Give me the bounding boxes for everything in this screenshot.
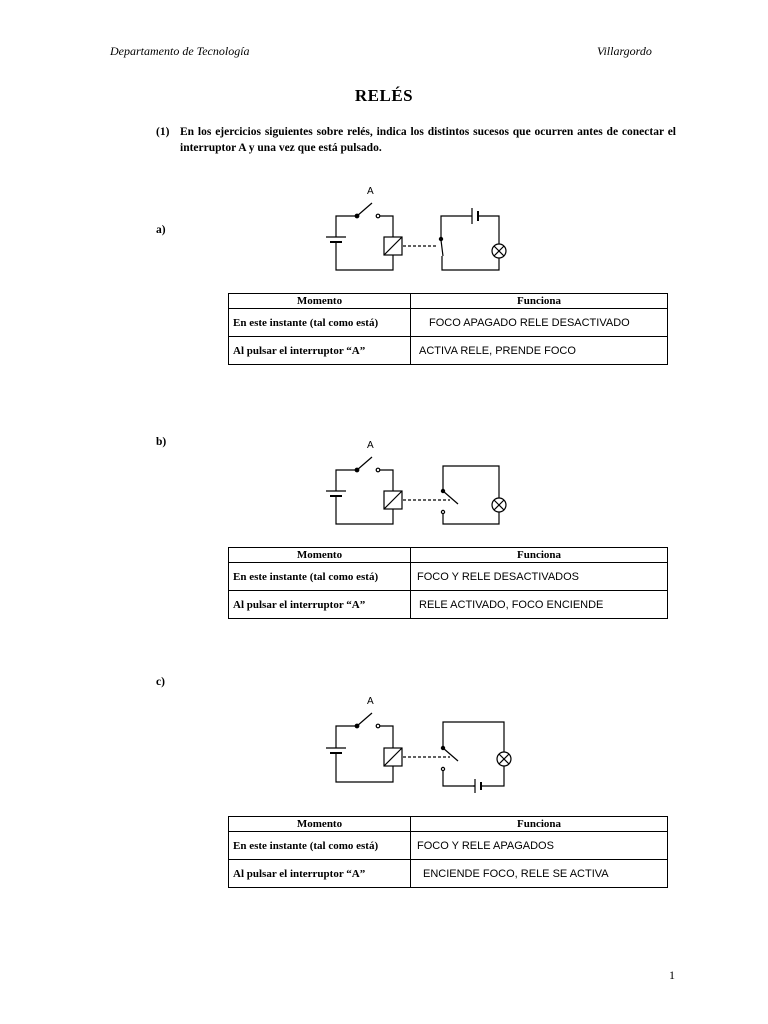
table-row <box>229 591 668 619</box>
header-school: Villargordo <box>597 44 652 58</box>
moment-cell: En este instante (tal como está) <box>229 832 411 860</box>
switch-label-a: A <box>367 186 374 197</box>
exercise-label-c: c) <box>156 676 165 688</box>
table-row <box>229 860 668 888</box>
table-row <box>229 832 668 860</box>
answer-field[interactable]: FOCO Y RELE APAGADOS <box>411 832 668 860</box>
answer-field[interactable]: RELE ACTIVADO, FOCO ENCIENDE <box>411 591 668 619</box>
moment-cell: En este instante (tal como está) <box>229 563 411 591</box>
column-header-moment: Momento <box>229 548 411 563</box>
exercise-number: (1) <box>156 126 170 138</box>
answer-field[interactable]: ACTIVA RELE, PRENDE FOCO <box>411 337 668 365</box>
answer-field[interactable]: FOCO APAGADO RELE DESACTIVADO <box>411 309 668 337</box>
page-number: 1 <box>669 968 675 982</box>
header-department: Departamento de Tecnología <box>110 44 250 58</box>
switch-label-b: A <box>367 440 374 451</box>
table-row <box>229 563 668 591</box>
answer-field[interactable]: ENCIENDE FOCO, RELE SE ACTIVA <box>411 860 668 888</box>
page-title: RELÉS <box>354 86 414 105</box>
moment-cell: En este instante (tal como está) <box>229 309 411 337</box>
switch-label-c: A <box>367 696 374 707</box>
moment-cell: Al pulsar el interruptor “A” <box>229 591 411 619</box>
column-header-moment: Momento <box>229 294 411 309</box>
exercise-instructions: En los ejercicios siguientes sobre relés, indica los distintos sucesos que ocurren antes de conectar el interruptor A y una vez que está pulsado. <box>180 126 676 154</box>
exercise-label-b: b) <box>156 436 167 448</box>
table-row <box>229 309 668 337</box>
column-header-moment: Momento <box>229 817 411 832</box>
column-header-function: Funciona <box>411 548 668 563</box>
moment-cell: Al pulsar el interruptor “A” <box>229 860 411 888</box>
column-header-function: Funciona <box>411 817 668 832</box>
results-table-b <box>228 547 668 619</box>
column-header-function: Funciona <box>411 294 668 309</box>
answer-field[interactable]: FOCO Y RELE DESACTIVADOS <box>411 563 668 591</box>
relay-circuit-diagram-b <box>320 436 520 530</box>
results-table-c <box>228 816 668 888</box>
relay-circuit-diagram-c <box>320 690 520 800</box>
results-table-a <box>228 293 668 365</box>
moment-cell: Al pulsar el interruptor “A” <box>229 337 411 365</box>
relay-circuit-diagram-a <box>320 182 520 276</box>
table-row <box>229 337 668 365</box>
exercise-label-a: a) <box>156 224 166 236</box>
exercise-intro <box>156 124 676 156</box>
